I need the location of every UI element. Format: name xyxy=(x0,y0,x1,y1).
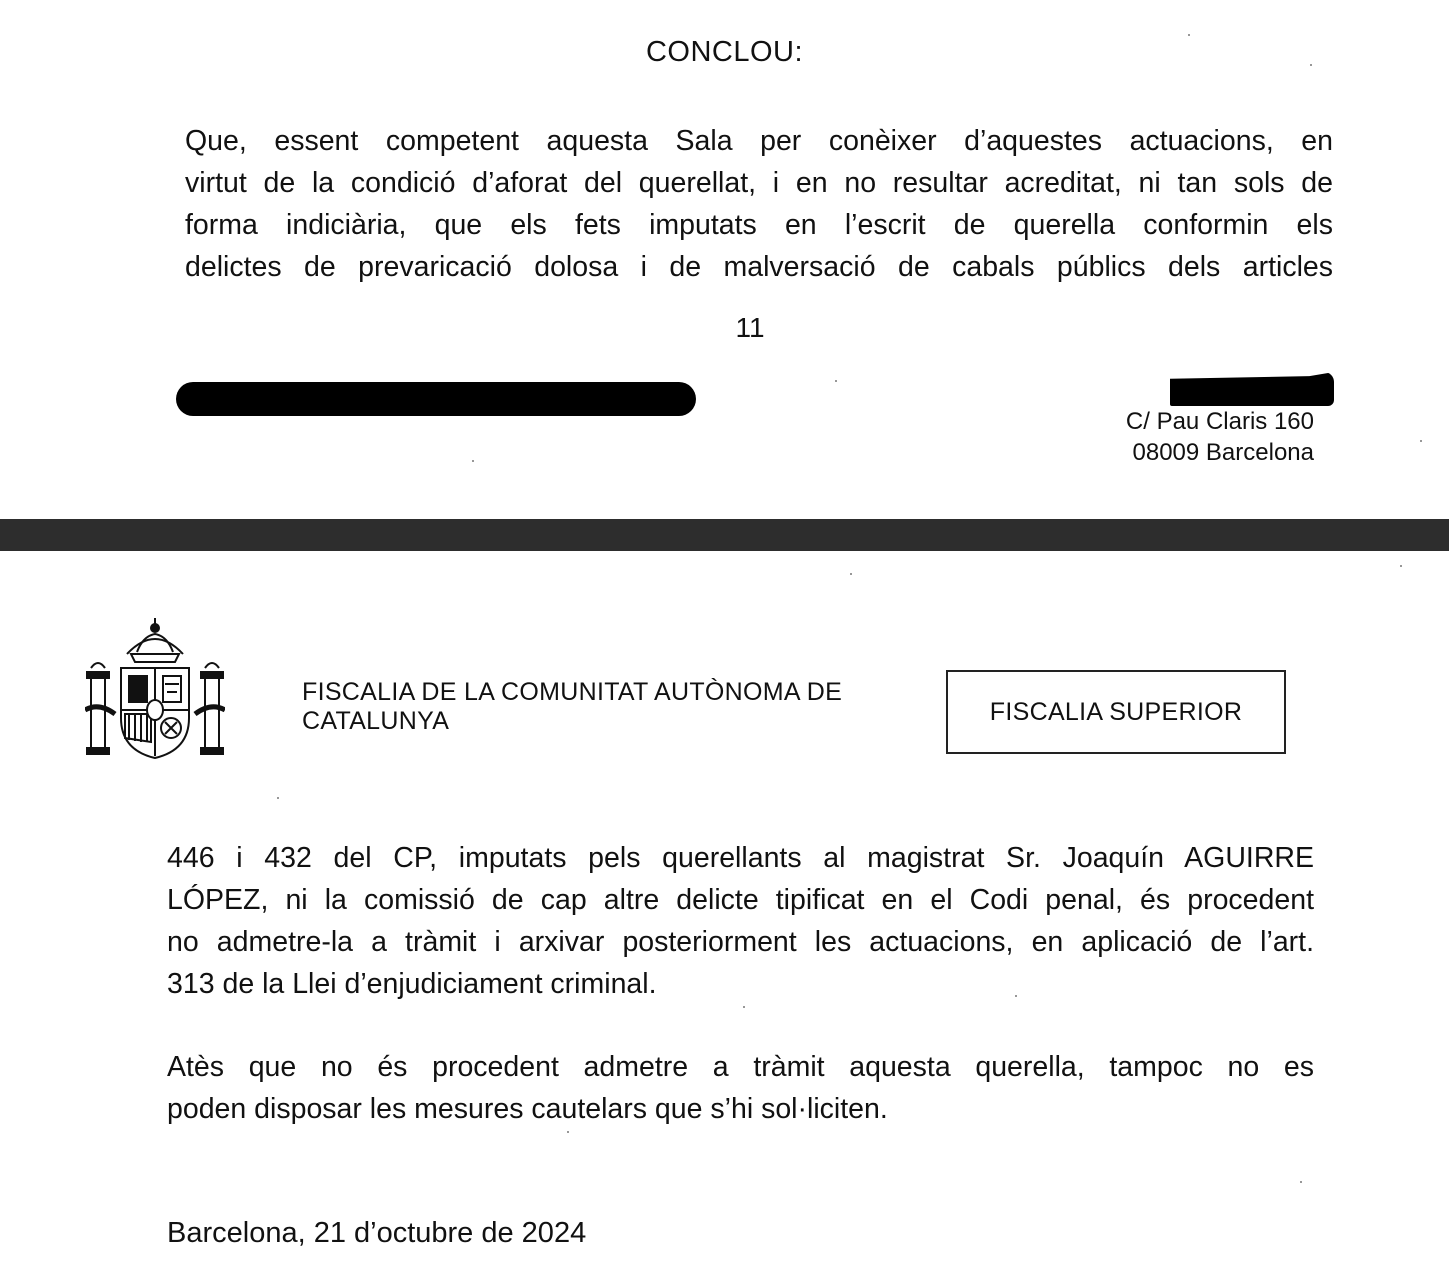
conclusion-paragraph xyxy=(185,120,1333,288)
section-heading: CONCLOU: xyxy=(645,36,804,68)
paragraph-line: delictes de prevaricació dolosa i de malversació de cabals públics dels articles xyxy=(185,251,1333,283)
paragraph-line: no admetre-la a tràmit i arxivar posteriorment les actuacions, en aplicació de l’art. xyxy=(167,926,1314,958)
office-label: FISCALIA SUPERIOR xyxy=(989,697,1243,726)
redaction-bar-right xyxy=(1170,372,1334,406)
redaction-bar-left xyxy=(176,382,696,416)
paragraph-line: LÓPEZ, ni la comissió de cap altre delicte tipificat en el Codi penal, és procedent xyxy=(167,884,1314,916)
document-date: Barcelona, 21 d’octubre de 2024 xyxy=(167,1217,587,1249)
paragraph-line: Que, essent competent aquesta Sala per conèixer d’aquestes actuacions, en xyxy=(185,125,1333,157)
paragraph-line: 313 de la Llei d’enjudiciament criminal. xyxy=(167,968,657,1000)
institution-line: CATALUNYA xyxy=(302,707,450,735)
resolution-paragraph xyxy=(167,837,1314,1005)
institution-line: FISCALIA DE LA COMUNITAT AUTÒNOMA DE xyxy=(302,678,843,706)
document-page-top xyxy=(0,0,1449,519)
precautionary-measures-paragraph xyxy=(167,1046,1314,1130)
address-city: 08009 Barcelona xyxy=(1132,439,1314,466)
paragraph-line: poden disposar les mesures cautelars que s’hi sol·liciten. xyxy=(167,1093,888,1125)
institution-name xyxy=(302,678,902,736)
address-block xyxy=(1040,406,1314,468)
address-street: C/ Pau Claris 160 xyxy=(1125,408,1314,435)
paragraph-line: virtut de la condició d’aforat del querellat, i en no resultar acreditat, ni tan sols de xyxy=(185,167,1333,199)
page-divider xyxy=(0,519,1449,551)
paragraph-line: forma indiciària, que els fets imputats en l’escrit de querella conformin els xyxy=(185,209,1333,241)
paragraph-line: 446 i 432 del CP, imputats pels querellants al magistrat Sr. Joaquín AGUIRRE xyxy=(167,842,1314,874)
spanish-coat-of-arms-icon xyxy=(85,614,225,762)
page-number: 11 xyxy=(735,312,765,343)
office-label-box xyxy=(946,670,1286,754)
paragraph-line: Atès que no és procedent admetre a tràmit aquesta querella, tampoc no es xyxy=(167,1051,1314,1083)
